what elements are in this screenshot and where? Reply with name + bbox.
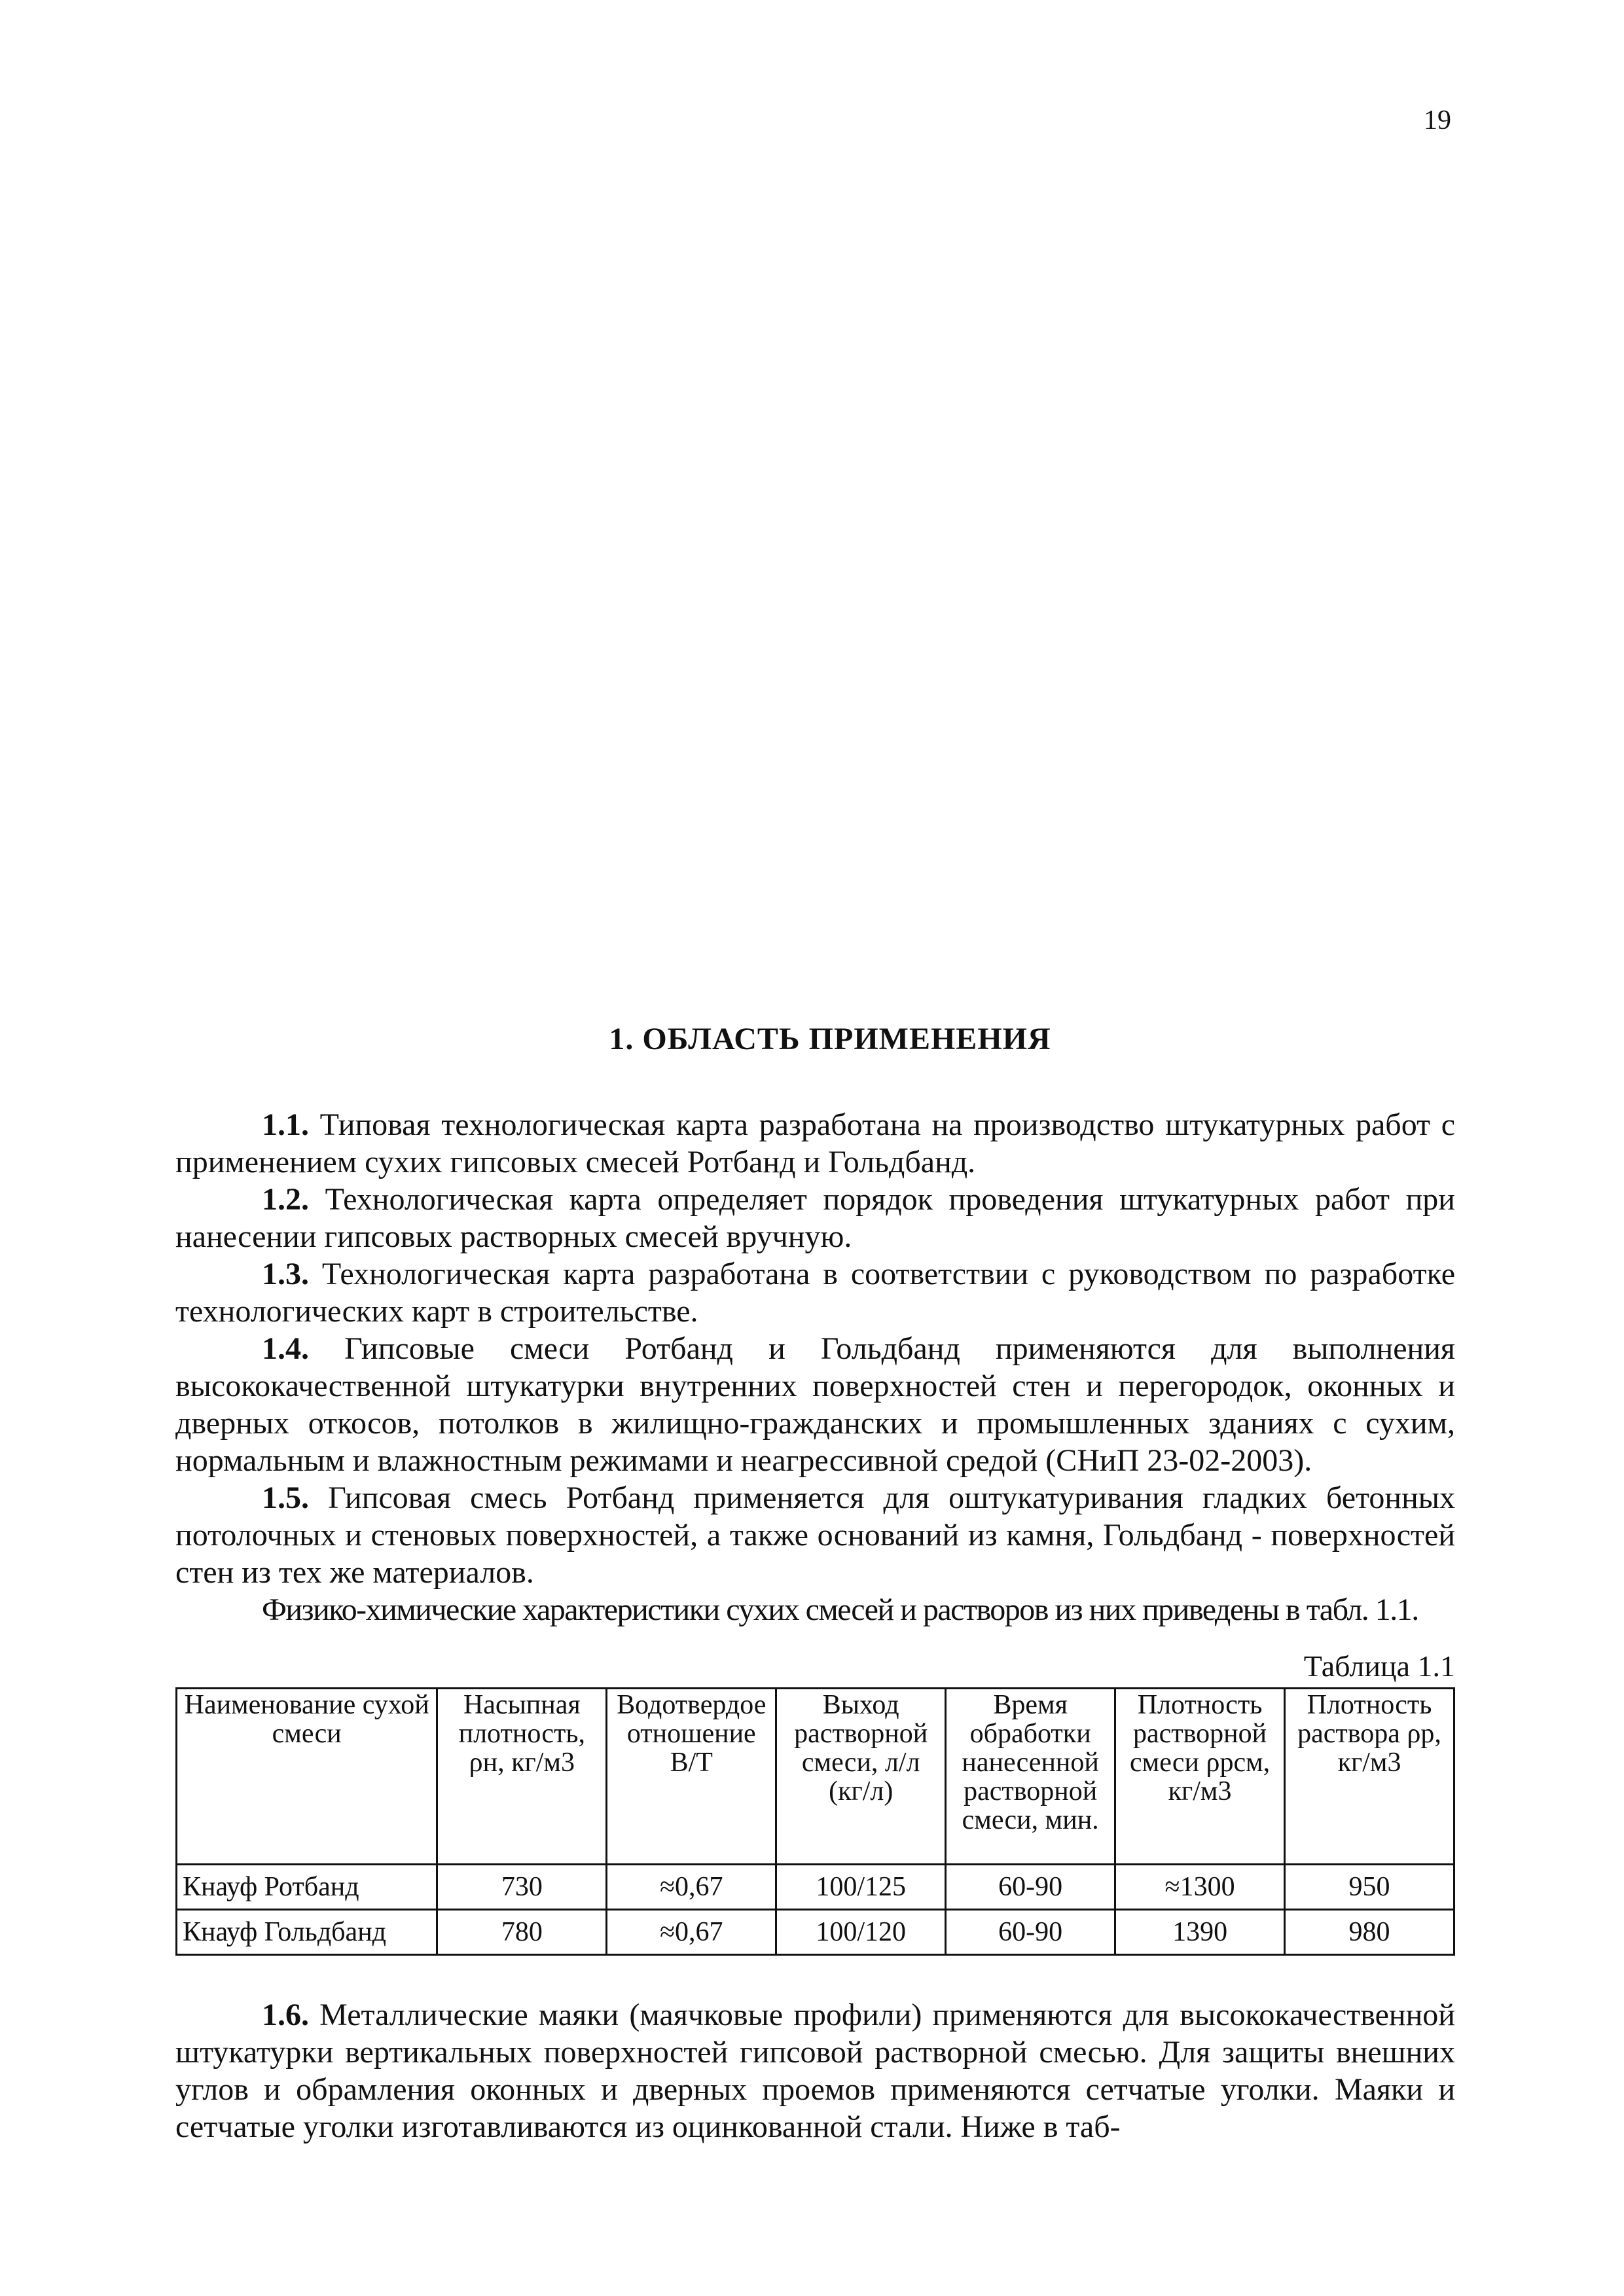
paragraph [175,1330,1455,1479]
table-cell: 60-90 [946,1865,1115,1910]
table-cell: ≈1300 [1115,1865,1285,1910]
paragraph [175,1996,1455,2145]
table-cell: 950 [1285,1865,1454,1910]
paragraph [175,1255,1455,1330]
table-cell: 100/125 [776,1865,946,1910]
paragraph [175,1106,1455,1181]
table-row [177,1910,1454,1955]
page-number: 19 [1424,105,1451,135]
table-cell: ≈0,67 [607,1910,776,1955]
paragraph-text: Типовая технологическая карта разработана на производство штукатурных работ с применением сухих гипсовых смесей Ротбанд и Гольдбанд. [175,1107,1455,1179]
header-cell: Водотвердое отношение В/Т [607,1689,776,1865]
paragraph-number: 1.2. [262,1182,309,1217]
paragraph-number: 1.4. [262,1331,309,1366]
paragraph-text: Гипсовая смесь Ротбанд применяется для оштукатуривания гладких бетонных потолочных и стеновых поверхностей, а также оснований из камня, Гольдбанд - поверхностей стен из тех же материалов. [175,1480,1455,1590]
table-intro: Физико-химические характеристики сухих смесей и растворов из них приведены в табл. 1.1. [262,1592,1418,1627]
table-cell: 1390 [1115,1910,1285,1955]
table-cell: 780 [437,1910,607,1955]
properties-table [175,1687,1455,1956]
header-cell: Плотность растворной смеси ρрсм, кг/м3 [1115,1689,1285,1865]
paragraph-number: 1.6. [262,1998,309,2032]
paragraph-number: 1.5. [262,1480,309,1515]
table-caption: Таблица 1.1 [1303,1649,1455,1683]
section-title: 1. ОБЛАСТЬ ПРИМЕНЕНИЯ [609,1022,1051,1056]
header-cell: Время обработки нанесенной растворной смеси, мин. [946,1689,1115,1865]
intro-paragraphs [175,1106,1455,1628]
table-cell: 980 [1285,1910,1454,1955]
table-cell: Кнауф Ротбанд [177,1865,437,1910]
paragraph-text: Металлические маяки (маячковые профили) применяются для высококачественной штукатурки вертикальных поверхностей гипсовой растворной смесью. Для защиты внешних углов и обрамления оконных и дверных проемов применяются сетчатые уголки. Маяки и сетчатые уголки изготавливаются из оцинкованной стали. Ниже в таб- [175,1998,1455,2144]
header-cell: Выход растворной смеси, л/л (кг/л) [776,1689,946,1865]
table-cell: ≈0,67 [607,1865,776,1910]
paragraph [175,1181,1455,1255]
header-cell: Плотность раствора ρр, кг/м3 [1285,1689,1454,1865]
table-header-row [177,1689,1454,1865]
header-cell: Насыпная плотность, ρн, кг/м3 [437,1689,607,1865]
paragraph [175,1479,1455,1591]
paragraph-number: 1.3. [262,1257,309,1291]
following-paragraph [175,1996,1455,2145]
paragraph-text: Технологическая карта определяет порядок проведения штукатурных работ при нанесении гипсовых растворных смесей вручную. [175,1182,1455,1254]
table-cell: 730 [437,1865,607,1910]
paragraph-text: Технологическая карта разработана в соответствии с руководством по разработке технологических карт в строительстве. [175,1257,1455,1329]
paragraph-number: 1.1. [262,1107,309,1142]
table-cell: Кнауф Гольдбанд [177,1910,437,1955]
table-cell: 60-90 [946,1910,1115,1955]
paragraph-text: Гипсовые смеси Ротбанд и Гольдбанд применяются для выполнения высококачественной штукатурки внутренних поверхностей стен и перегородок, оконных и дверных откосов, потолков в жилищно-гражданских и промышленных зданиях с сухим, нормальным и влажностным режимами и неагрессивной средой (СНиП 23-02-2003). [175,1331,1455,1478]
header-cell: Наименование сухой смеси [177,1689,437,1865]
table-row [177,1865,1454,1910]
table-cell: 100/120 [776,1910,946,1955]
